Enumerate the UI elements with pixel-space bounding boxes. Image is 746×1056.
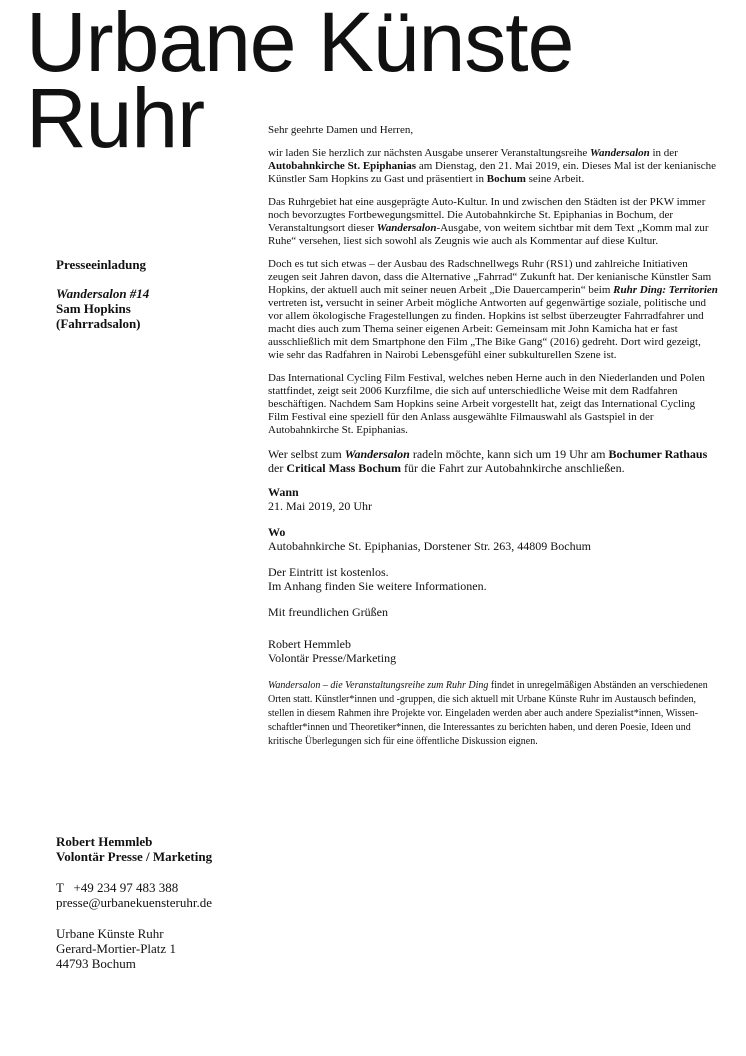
signature-role: Volontär Presse/Marketing: [268, 651, 397, 665]
org-city: 44793 Bochum: [56, 956, 136, 971]
contact-email[interactable]: presse@urbanekuensteruhr.de: [56, 895, 212, 910]
contact-name: Robert Hemmleb: [56, 834, 153, 849]
when-block: [268, 485, 718, 513]
where-label: Wo: [268, 525, 286, 539]
when-value: 21. Mai 2019, 20 Uhr: [268, 499, 372, 513]
doc-type: Presseeinladung: [56, 257, 147, 272]
paragraph-car-culture: Das Ruhrgebiet hat eine ausgeprägte Auto-Kultur. In und zwischen den Städten ist der PKW immer noch bevorzugtes Fortbewegungsmittel. Die Autobahnkirche St. Epiphanias in Bochum, der Veranstaltungsort dieser Wandersalon-Ausgabe, von weitem sichtbar mit dem Text „Komm mal zur Ruhe“ versehen, liest sich sowohl als Zeugnis wie auch als Kommentar auf diese Kultur.: [268, 196, 709, 247]
signature: [268, 637, 718, 665]
org-name: Urbane Künste Ruhr: [56, 926, 164, 941]
when-label: Wann: [268, 485, 299, 499]
greeting: Sehr geehrte Damen und Herren,: [268, 124, 414, 136]
admission-free: Der Eintritt ist kostenlos.: [268, 565, 389, 579]
artist-name: Sam Hopkins: [56, 301, 131, 316]
signature-name: Robert Hemmleb: [268, 637, 351, 651]
logo-line-2: Ruhr: [26, 71, 205, 165]
logo-line-1: Urbane Künste: [26, 0, 574, 89]
sidebar-contact: [56, 834, 212, 971]
event-name: Wandersalon #14: [56, 286, 150, 301]
attachment-note: Im Anhang finden Sie weitere Informationen.: [268, 579, 487, 593]
event-subtitle: (Fahrradsalon): [56, 316, 141, 331]
paragraph-invitation: wir laden Sie herzlich zur nächsten Ausgabe unserer Veranstaltungsreihe Wandersalon in der Autobahnkirche St. Epiphanias am Dienstag, den 21. Mai 2019, ein. Dieses Mal ist der kenianische Künstler Sam Hopkins zu Gast und präsentiert in Bochum seine Arbeit.: [268, 147, 717, 185]
sidebar-event-info: [56, 257, 149, 331]
letter-body: [268, 124, 718, 759]
footer-note: Wandersalon – die Veranstaltungsreihe zum Ruhr Ding findet in unregelmäßigen Abständen an verschiedenen Orten statt. Künstler*innen und -gruppen, die sich aktuell mit Urbane Künste Ruhr im Austausch befinden, stellen in diesem Rahmen ihre Projekte vor. Eingeladen werden aber auch andere Spezialist*innen, Wissen-schaftler*innen und Theoretiker*innen, die Interessantes zu berichten haben, und deren Poesie, Ideen und kritische Überlegungen sich für eine öffentliche Diskussion eignen.: [268, 680, 708, 747]
contact-phone: T +49 234 97 483 388: [56, 880, 179, 895]
where-block: [268, 525, 718, 553]
admission-block: [268, 565, 718, 593]
org-street: Gerard-Mortier-Platz 1: [56, 941, 176, 956]
paragraph-film-festival: Das International Cycling Film Festival, welches neben Herne auch in den Niederlanden und Polen stattfindet, zeigt seit 2006 Kurzfilme, die sich auf unterschiedliche Weise mit dem Radfahren beschäftigen. Nachdem Sam Hopkins seine Arbeit vorgestellt hat, zeigt das International Cycling Film Festival eine speziell für den Anlass ausgewählte Filmauswahl als Gastspiel in der Autobahnkirche St. Epiphanias.: [268, 372, 705, 436]
paragraph-artist: Doch es tut sich etwas – der Ausbau des Radschnellwegs Ruhr (RS1) und zahlreiche Initiativen zeugen seit Jahren davon, dass die Alternative „Fahrrad“ Zukunft hat. Der kenianische Künstler Sam Hopkins, der aktuell auch mit seiner neuen Arbeit „Die Dauercamperin“ beim Ruhr Ding: Territorien vertreten ist, versucht in seiner Arbeit mögliche Antworten auf gegenwärtige soziale, politische und vor allem ökologische Fragestellungen zu finden. Hopkins ist selbst überzeugter Fahrradfahrer und macht dies auch zum Thema seiner eigenen Arbeit: Gemeinsam mit John Kamicha hat er fast ausschließlich mit dem Smartphone den Film „The Bike Gang“ (2016) gedreht. Dort wird gezeigt, wie sehr das Radfahren in Nairobi Lebensgefühl einer subkulturellen Szene ist.: [268, 258, 718, 361]
paragraph-ride-along: Wer selbst zum Wandersalon radeln möchte, kann sich um 19 Uhr am Bochumer Rathaus der Critical Mass Bochum für die Fahrt zur Autobahnkirche anschließen.: [268, 447, 708, 475]
where-value: Autobahnkirche St. Epiphanias, Dorstener Str. 263, 44809 Bochum: [268, 539, 591, 553]
closing: Mit freundlichen Grüßen: [268, 605, 388, 619]
contact-role: Volontär Presse / Marketing: [56, 849, 213, 864]
